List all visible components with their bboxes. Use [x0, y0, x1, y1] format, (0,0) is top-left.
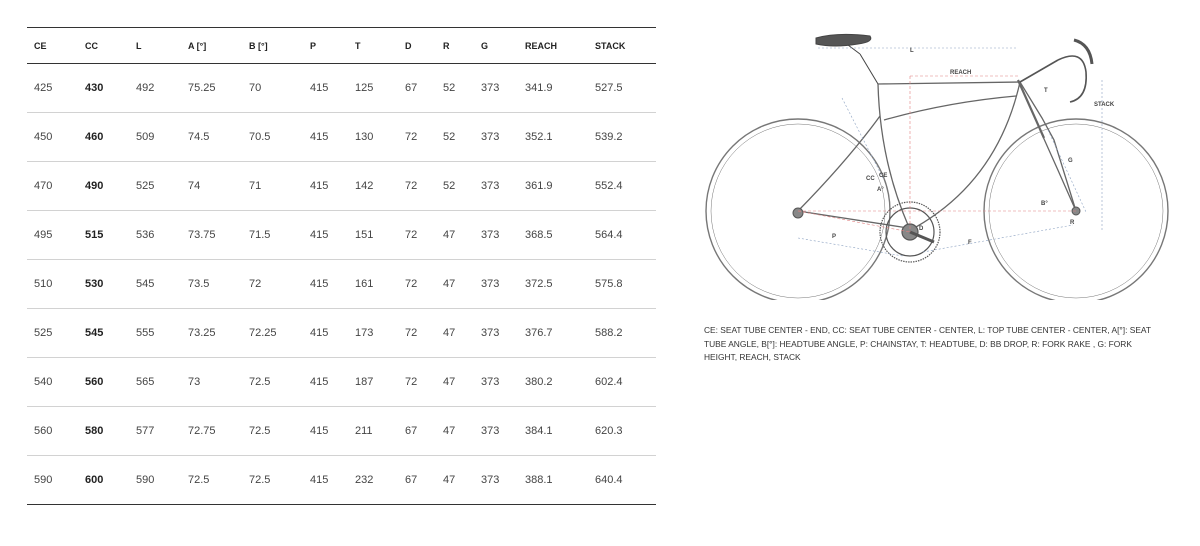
table-cell: 67	[398, 64, 436, 113]
column-header: STACK	[588, 28, 656, 64]
table-cell: 72.25	[242, 309, 303, 358]
table-cell: 187	[348, 358, 398, 407]
table-cell: 373	[474, 64, 518, 113]
table-cell: 72	[398, 309, 436, 358]
table-cell: 52	[436, 113, 474, 162]
table-cell: 67	[398, 456, 436, 505]
table-cell: 510	[27, 260, 78, 309]
saddle	[816, 34, 878, 84]
label-l: L	[910, 48, 914, 54]
table-cell: 75.25	[181, 64, 242, 113]
table-row	[27, 260, 656, 309]
table-cell: 361.9	[518, 162, 588, 211]
label-d: D	[919, 226, 924, 232]
column-header: REACH	[518, 28, 588, 64]
table-row	[27, 162, 656, 211]
column-header: P	[303, 28, 348, 64]
table-row	[27, 309, 656, 358]
table-cell: 415	[303, 309, 348, 358]
table-cell: 47	[436, 358, 474, 407]
table-cell: 72	[398, 113, 436, 162]
table-cell: 211	[348, 407, 398, 456]
table-cell: 232	[348, 456, 398, 505]
table-cell: 73.75	[181, 211, 242, 260]
table-cell: 515	[78, 211, 129, 260]
table-cell: 130	[348, 113, 398, 162]
handlebar	[1020, 40, 1092, 102]
table-cell: 560	[27, 407, 78, 456]
geometry-table	[27, 27, 656, 505]
table-cell: 47	[436, 456, 474, 505]
table-cell: 73.5	[181, 260, 242, 309]
table-cell: 384.1	[518, 407, 588, 456]
table-cell: 415	[303, 162, 348, 211]
table-body	[27, 64, 656, 505]
table-cell: 74	[181, 162, 242, 211]
column-header: L	[129, 28, 181, 64]
table-row	[27, 407, 656, 456]
measurement-lines	[798, 48, 1102, 256]
table-cell: 536	[129, 211, 181, 260]
column-header: B [°]	[242, 28, 303, 64]
table-cell: 588.2	[588, 309, 656, 358]
table-cell: 577	[129, 407, 181, 456]
label-stack: STACK	[1094, 102, 1115, 108]
table-cell: 565	[129, 358, 181, 407]
label-reach: REACH	[950, 70, 972, 76]
column-header: CC	[78, 28, 129, 64]
table-cell: 72.5	[242, 358, 303, 407]
label-f: F	[968, 240, 972, 246]
table-row	[27, 113, 656, 162]
table-cell: 373	[474, 407, 518, 456]
table-cell: 151	[348, 211, 398, 260]
table-cell: 575.8	[588, 260, 656, 309]
table-cell: 495	[27, 211, 78, 260]
table-cell: 580	[78, 407, 129, 456]
table-cell: 72	[398, 162, 436, 211]
table-cell: 72	[242, 260, 303, 309]
table-cell: 72.5	[242, 456, 303, 505]
table-cell: 415	[303, 113, 348, 162]
table-cell: 640.4	[588, 456, 656, 505]
column-header: A [°]	[181, 28, 242, 64]
table-cell: 525	[129, 162, 181, 211]
table-cell: 590	[27, 456, 78, 505]
label-p: P	[832, 234, 837, 240]
table-cell: 47	[436, 407, 474, 456]
table-cell: 425	[27, 64, 78, 113]
table-cell: 71.5	[242, 211, 303, 260]
geometry-legend: CE: SEAT TUBE CENTER - END, CC: SEAT TUBE CENTER - CENTER, L: TOP TUBE CENTER - CENTER, A[°]: SEAT TUBE ANGLE, B[°]: HEADTUBE ANGLE, P: CHAINSTAY, T: HEADTUBE, D: BB DROP, R: FORK RAKE , G: FORK HEIGHT, REACH, STACK	[704, 325, 1151, 362]
table-cell: 590	[129, 456, 181, 505]
table-cell: 376.7	[518, 309, 588, 358]
table-cell: 490	[78, 162, 129, 211]
table-cell: 73	[181, 358, 242, 407]
table-cell: 415	[303, 64, 348, 113]
table-cell: 71	[242, 162, 303, 211]
table-cell: 415	[303, 260, 348, 309]
table-cell: 352.1	[518, 113, 588, 162]
table-cell: 545	[78, 309, 129, 358]
table-cell: 72.75	[181, 407, 242, 456]
table-cell: 460	[78, 113, 129, 162]
table-cell: 52	[436, 162, 474, 211]
table-cell: 430	[78, 64, 129, 113]
table-cell: 72.5	[181, 456, 242, 505]
table-cell: 415	[303, 456, 348, 505]
table-cell: 527.5	[588, 64, 656, 113]
table-cell: 552.4	[588, 162, 656, 211]
table-cell: 73.25	[181, 309, 242, 358]
table-cell: 161	[348, 260, 398, 309]
table-cell: 415	[303, 407, 348, 456]
table-cell: 72	[398, 211, 436, 260]
table-cell: 564.4	[588, 211, 656, 260]
table-cell: 415	[303, 358, 348, 407]
table-cell: 368.5	[518, 211, 588, 260]
table-cell: 142	[348, 162, 398, 211]
frame	[798, 80, 1076, 228]
dimension-lines	[798, 76, 1076, 232]
table-row	[27, 358, 656, 407]
table-cell: 600	[78, 456, 129, 505]
label-g: G	[1068, 158, 1073, 164]
table-cell: 372.5	[518, 260, 588, 309]
table-cell: 509	[129, 113, 181, 162]
table-cell: 173	[348, 309, 398, 358]
table-cell: 415	[303, 211, 348, 260]
table-cell: 373	[474, 309, 518, 358]
label-r: R	[1070, 220, 1075, 226]
table-cell: 70.5	[242, 113, 303, 162]
label-b: B°	[1041, 201, 1048, 207]
table-cell: 47	[436, 309, 474, 358]
table-cell: 72	[398, 358, 436, 407]
table-cell: 545	[129, 260, 181, 309]
column-header: R	[436, 28, 474, 64]
table-cell: 525	[27, 309, 78, 358]
table-cell: 72	[398, 260, 436, 309]
table-cell: 560	[78, 358, 129, 407]
table-cell: 52	[436, 64, 474, 113]
table-cell: 602.4	[588, 358, 656, 407]
table-cell: 530	[78, 260, 129, 309]
label-cc: CC	[866, 176, 875, 182]
table-cell: 47	[436, 260, 474, 309]
table-cell: 492	[129, 64, 181, 113]
column-header: T	[348, 28, 398, 64]
column-header: G	[474, 28, 518, 64]
table-cell: 450	[27, 113, 78, 162]
table-cell: 540	[27, 358, 78, 407]
label-t: T	[1044, 88, 1048, 94]
table-cell: 74.5	[181, 113, 242, 162]
table-cell: 620.3	[588, 407, 656, 456]
table-cell: 388.1	[518, 456, 588, 505]
table-header-row	[27, 28, 656, 64]
table-cell: 47	[436, 211, 474, 260]
table-row	[27, 211, 656, 260]
table-cell: 373	[474, 456, 518, 505]
table-cell: 373	[474, 358, 518, 407]
table-cell: 539.2	[588, 113, 656, 162]
table-cell: 373	[474, 162, 518, 211]
table-row	[27, 64, 656, 113]
table-row	[27, 456, 656, 505]
table-cell: 72.5	[242, 407, 303, 456]
table-cell: 70	[242, 64, 303, 113]
label-ce: CE	[879, 173, 888, 179]
table-cell: 373	[474, 113, 518, 162]
table-cell: 373	[474, 211, 518, 260]
table-cell: 380.2	[518, 358, 588, 407]
column-header: CE	[27, 28, 78, 64]
bike-geometry-diagram	[698, 20, 1178, 300]
table-cell: 373	[474, 260, 518, 309]
column-header: D	[398, 28, 436, 64]
table-cell: 67	[398, 407, 436, 456]
table-cell: 341.9	[518, 64, 588, 113]
table-cell: 555	[129, 309, 181, 358]
label-a: A°	[877, 187, 884, 193]
table-cell: 470	[27, 162, 78, 211]
table-cell: 125	[348, 64, 398, 113]
